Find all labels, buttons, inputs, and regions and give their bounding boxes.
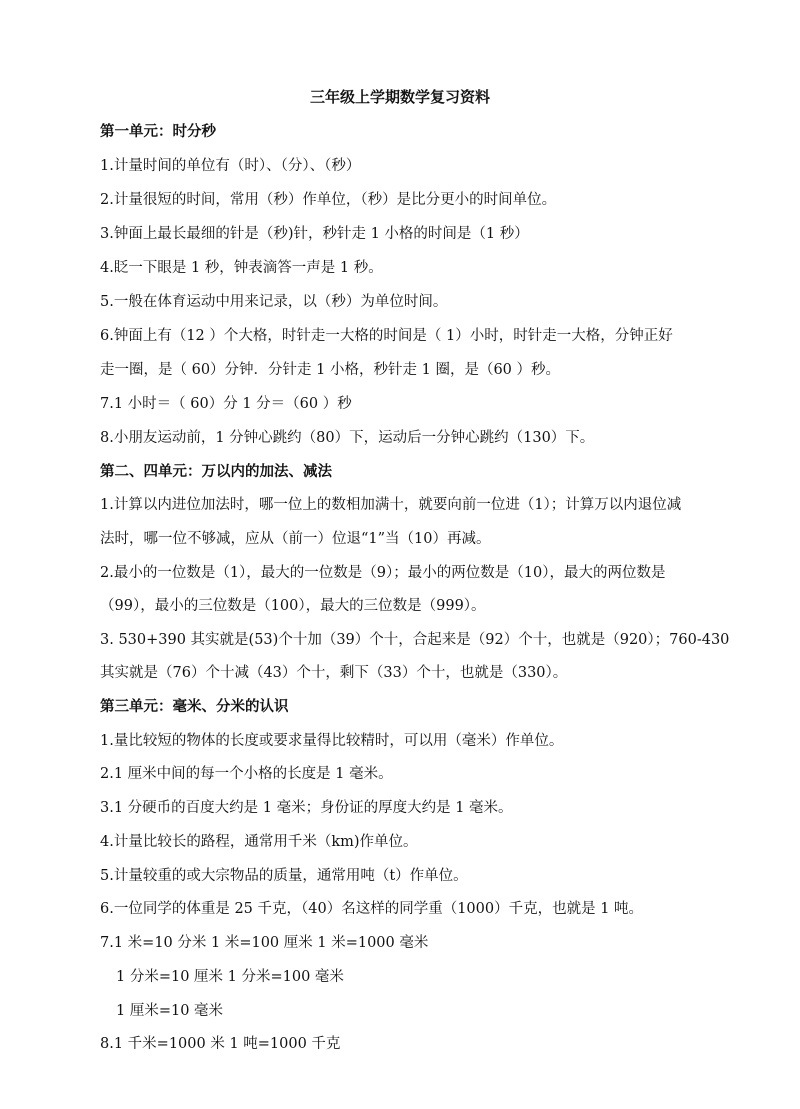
text-line: 1.计量时间的单位有（时）、（分）、（秒） <box>100 158 361 174</box>
section-heading-unit1: 第一单元：时分秒 <box>100 124 216 140</box>
text-line: 3. 530+390 其实就是(53)个十加（39）个十，合起来是（92）个十，也就是（920）；760-430 <box>100 632 730 648</box>
text-line: 1 厘米=10 毫米 <box>116 1003 224 1019</box>
text-line: 5.一般在体育运动中用来记录，以（秒）为单位时间。 <box>100 294 448 310</box>
text-line: 1 分米=10 厘米 1 分米=100 毫米 <box>116 969 344 985</box>
text-line: 2.最小的一位数是（1），最大的一位数是（9）；最小的两位数是（10），最大的两位数是 <box>100 565 666 581</box>
text-line: （99），最小的三位数是（100），最大的三位数是（999）。 <box>100 598 486 614</box>
text-line: 3.钟面上最长最细的针是（秒)针，秒针走 1 小格的时间是（1 秒） <box>100 226 529 242</box>
text-line: 8.1 千米=1000 米 1 吨=1000 千克 <box>100 1036 341 1052</box>
text-line: 1.量比较短的物体的长度或要求量得比较精时，可以用（毫米）作单位。 <box>100 733 564 749</box>
text-line: 2.1 厘米中间的每一个小格的长度是 1 毫米。 <box>100 766 393 782</box>
text-line: 4.眨一下眼是 1 秒，钟表滴答一声是 1 秒。 <box>100 260 383 276</box>
text-line: 7.1 米=10 分米 1 米=100 厘米 1 米=1000 毫米 <box>100 935 429 951</box>
text-line: 走一圈，是（ 60）分钟．分针走 1 小格，秒针走 1 圈，是（60 ）秒。 <box>100 362 561 378</box>
text-line: 8.小朋友运动前，1 分钟心跳约（80）下，运动后一分钟心跳约（130）下。 <box>100 430 595 446</box>
text-line: 6.钟面上有（12 ）个大格，时针走一大格的时间是（ 1）小时，时针走一大格，分钟正好 <box>100 328 673 344</box>
text-line: 3.1 分硬币的百度大约是 1 毫米；身份证的厚度大约是 1 毫米。 <box>100 800 513 816</box>
text-line: 1.计算以内进位加法时，哪一位上的数相加满十，就要向前一位进（1）；计算万以内退位减 <box>100 497 682 513</box>
section-heading-unit2-4: 第二、四单元：万以内的加法、减法 <box>100 464 332 480</box>
text-line: 法时，哪一位不够减，应从（前一）位退“1”当（10）再减。 <box>100 531 491 547</box>
text-line: 6.一位同学的体重是 25 千克，（40）名这样的同学重（1000）千克，也就是 1 吨。 <box>100 901 644 917</box>
text-line: 其实就是（76）个十减（43）个十，剩下（33）个十，也就是（330）。 <box>100 665 568 681</box>
section-heading-unit3: 第三单元：毫米、分米的认识 <box>100 699 289 715</box>
page-title: 三年级上学期数学复习资料 <box>309 88 490 106</box>
text-line: 5.计量较重的或大宗物品的质量，通常用吨（t）作单位。 <box>100 868 468 884</box>
text-line: 7.1 小时＝（ 60）分 1 分＝（60 ）秒 <box>100 396 352 412</box>
text-line: 2.计量很短的时间，常用（秒）作单位，（秒）是比分更小的时间单位。 <box>100 192 557 208</box>
text-line: 4.计量比较长的路程，通常用千米（km)作单位。 <box>100 834 418 850</box>
